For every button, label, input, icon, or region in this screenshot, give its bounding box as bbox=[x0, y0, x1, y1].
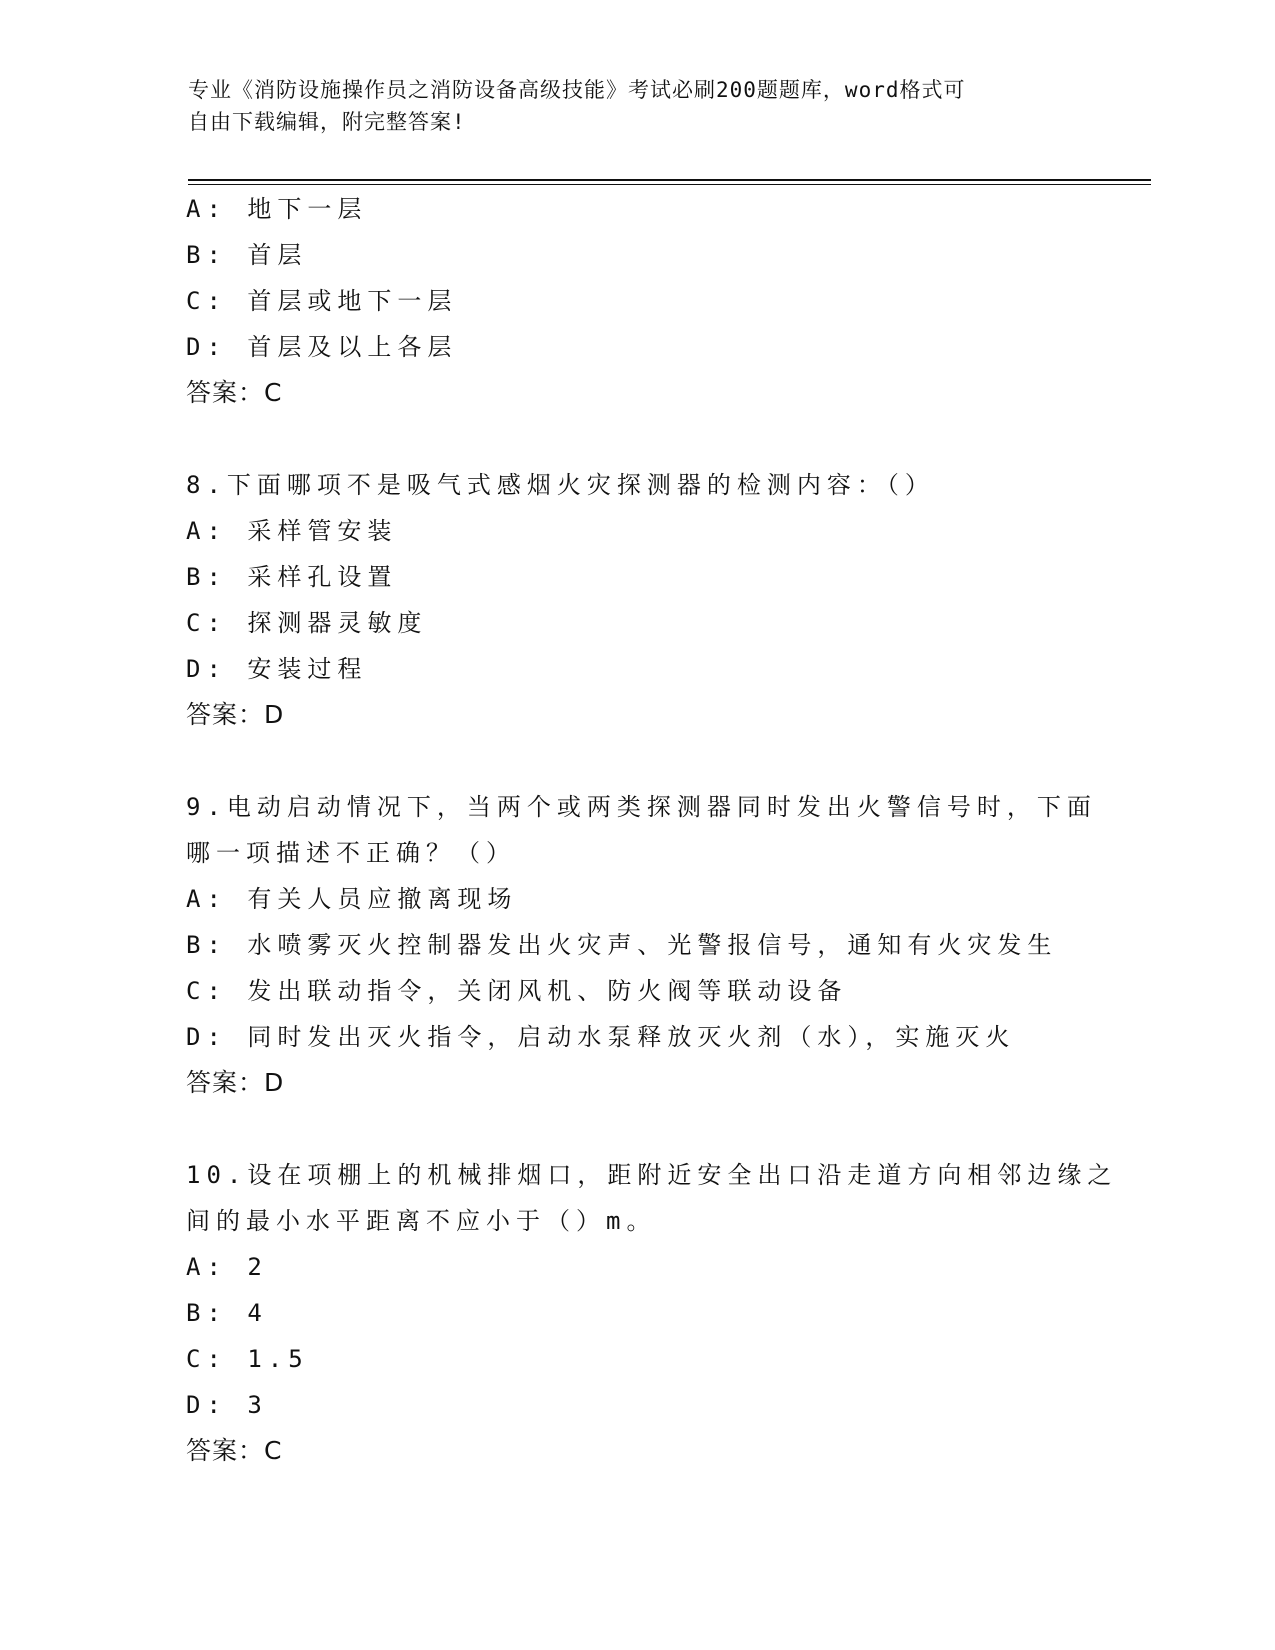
answer-line: 答案：C bbox=[186, 1436, 283, 1465]
spacer bbox=[186, 1106, 1126, 1152]
option-c: C: 1.5 bbox=[186, 1345, 309, 1373]
question-title: 8.下面哪项不是吸气式感烟火灾探测器的检测内容：（） bbox=[186, 471, 935, 499]
option-a: A: 2 bbox=[186, 1253, 268, 1281]
question-block-9 bbox=[186, 784, 1126, 1106]
question-title-line-1: 9.电动启动情况下，当两个或两类探测器同时发出火警信号时，下面 bbox=[186, 793, 1097, 821]
option-d: D: 3 bbox=[186, 1391, 268, 1419]
question-title-line-2: 哪一项描述不正确？（） bbox=[186, 839, 516, 867]
answer-line: 答案：D bbox=[186, 1068, 285, 1097]
option-b: B: 首层 bbox=[186, 241, 308, 269]
option-a: A: 有关人员应撤离现场 bbox=[186, 885, 518, 913]
document-header bbox=[188, 74, 1088, 138]
option-b: B: 水喷雾灭火控制器发出火灾声、光警报信号，通知有火灾发生 bbox=[186, 931, 1058, 959]
answer-line: 答案：C bbox=[186, 378, 283, 407]
header-divider-thick bbox=[188, 179, 1151, 181]
question-block-8 bbox=[186, 462, 1126, 738]
option-c: C: 首层或地下一层 bbox=[186, 287, 458, 315]
option-d: D: 首层及以上各层 bbox=[186, 333, 458, 361]
answer-line: 答案：D bbox=[186, 700, 285, 729]
question-block-continued bbox=[186, 186, 1126, 416]
spacer bbox=[186, 738, 1126, 784]
option-a: A: 地下一层 bbox=[186, 195, 368, 223]
option-d: D: 同时发出灭火指令，启动水泵释放灭火剂（水），实施灭火 bbox=[186, 1023, 1016, 1051]
header-line-1: 专业《消防设施操作员之消防设备高级技能》考试必刷200题题库，word格式可 bbox=[188, 78, 966, 102]
header-line-2: 自由下载编辑，附完整答案! bbox=[188, 110, 466, 134]
question-title-line-1: 10.设在项棚上的机械排烟口，距附近安全出口沿走道方向相邻边缘之 bbox=[186, 1161, 1118, 1189]
option-a: A: 采样管安装 bbox=[186, 517, 398, 545]
option-c: C: 探测器灵敏度 bbox=[186, 609, 428, 637]
option-b: B: 采样孔设置 bbox=[186, 563, 398, 591]
spacer bbox=[186, 416, 1126, 462]
option-c: C: 发出联动指令，关闭风机、防火阀等联动设备 bbox=[186, 977, 848, 1005]
question-block-10 bbox=[186, 1152, 1126, 1474]
option-b: B: 4 bbox=[186, 1299, 268, 1327]
question-list bbox=[186, 186, 1126, 1474]
option-d: D: 安装过程 bbox=[186, 655, 368, 683]
header-divider-thin bbox=[188, 184, 1151, 185]
question-title-line-2: 间的最小水平距离不应小于（）m。 bbox=[186, 1207, 657, 1235]
